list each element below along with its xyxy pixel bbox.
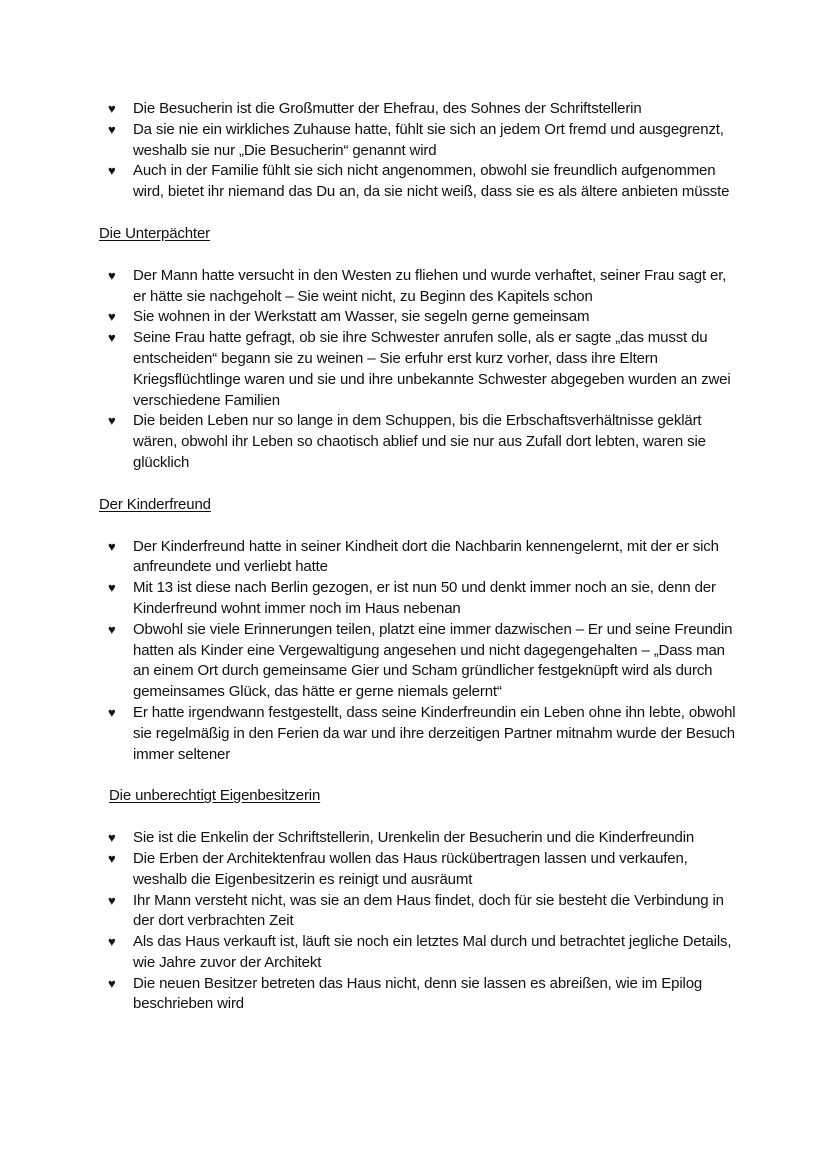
list-item (99, 828, 739, 849)
list-item (99, 328, 739, 411)
heart-bullet-icon: ♥ (108, 580, 116, 596)
list-item (99, 307, 739, 328)
heart-bullet-icon: ♥ (108, 101, 116, 116)
list-item-text: Auch in der Familie fühlt sie sich nicht angenommen, obwohl sie freundlich aufgenommen wird, bietet ihr niemand das Du an, da sie nicht weiß, dass sie es als ältere anbieten müsste (133, 162, 730, 201)
list-item-text: Die neuen Besitzer betreten das Haus nicht, denn sie lassen es abreißen, wie im Epilog beschrieben wird (133, 974, 703, 1013)
heart-bullet-icon: ♥ (108, 309, 116, 325)
heart-bullet-icon: ♥ (108, 538, 116, 554)
list-item-text: Die Erben der Architektenfrau wollen das Haus rückübertragen lassen und verkaufen, weshalb die Eigenbesitzerin es reinigt und ausräumt (133, 849, 688, 888)
heart-bullet-icon: ♥ (108, 934, 116, 950)
list-item (99, 891, 739, 933)
list-item (99, 974, 739, 1016)
list-item-text: Obwohl sie viele Erinnerungen teilen, platzt eine immer dazwischen – Er und seine Freundin hatten als Kinder eine Vergewaltigung angesehen und nicht dagegengehalten – „Dass man an einem Ort durch gemeinsame Gier und Scham gründlicher festgeknüpft wird als durch gemeinsames Glück, das hätte er gerne niemals gelernt“ (133, 620, 733, 701)
list-item (99, 932, 739, 974)
list-item-text: Sie wohnen in der Werkstatt am Wasser, sie segeln gerne gemeinsam (133, 308, 590, 326)
heart-bullet-icon: ♥ (108, 621, 116, 637)
document-content (99, 99, 739, 1015)
heart-bullet-icon: ♥ (108, 830, 116, 846)
list-item-text: Der Kinderfreund hatte in seiner Kindheit dort die Nachbarin kennengelernt, mit der er sich anfreundete und verliebt hatte (133, 537, 719, 576)
heart-bullet-icon: ♥ (108, 413, 116, 429)
heart-bullet-icon: ♥ (108, 121, 116, 137)
list-item-text: Ihr Mann versteht nicht, was sie an dem Haus findet, doch für sie besteht die Verbindung in der dort verbrachten Zeit (133, 891, 724, 930)
bullet-list-unterpaechter (99, 266, 739, 474)
list-item (99, 703, 739, 765)
list-item (99, 266, 739, 308)
heart-bullet-icon: ♥ (108, 975, 116, 991)
list-item (99, 578, 739, 620)
list-item (99, 620, 739, 703)
section-heading-unterpaechter: Die Unterpächter (99, 224, 210, 242)
list-item-text: Seine Frau hatte gefragt, ob sie ihre Schwester anrufen solle, als er sagte „das musst du entscheiden“ begann sie zu weinen – Sie erfuhr erst kurz vorher, dass ihre Eltern Kriegsflüchtlinge waren und sie und ihre unbekannte Schwester abgegeben wurden an zwei verschiedene Familien (133, 329, 731, 409)
list-item-text: Die beiden Leben nur so lange in dem Schuppen, bis die Erbschaftsverhältnisse geklärt wären, obwohl ihr Leben so chaotisch ablief und sie nur aus Zufall dort lebten, waren sie glücklich (133, 412, 706, 471)
list-item-text: Der Mann hatte versucht in den Westen zu fliehen und wurde verhaftet, seiner Frau sagt er, er hätte sie nachgeholt – Sie weint nicht, zu Beginn des Kapitels schon (133, 266, 727, 305)
list-item-text: Als das Haus verkauft ist, läuft sie noch ein letztes Mal durch und betrachtet jegliche Details, wie Jahre zuvor der Architekt (133, 933, 732, 971)
list-item (99, 849, 739, 891)
list-item (99, 537, 739, 579)
bullet-list-eigenbesitzerin (99, 828, 739, 1015)
heart-bullet-icon: ♥ (108, 267, 116, 283)
list-item-text: Mit 13 ist diese nach Berlin gezogen, er ist nun 50 und denkt immer noch an sie, denn der Kinderfreund wohnt immer noch im Haus nebenan (133, 579, 716, 617)
list-item (99, 161, 739, 203)
list-item-text: Da sie nie ein wirkliches Zuhause hatte, fühlt sie sich an jedem Ort fremd und ausgegrenzt, weshalb sie nur „Die Besucherin“ genannt wird (133, 120, 724, 159)
bullet-list-besucherin (99, 99, 739, 203)
list-item (99, 411, 739, 473)
heart-bullet-icon: ♥ (108, 163, 116, 179)
heart-bullet-icon: ♥ (108, 850, 116, 866)
list-item-text: Sie ist die Enkelin der Schriftstellerin, Urenkelin der Besucherin und die Kinderfreundin (133, 829, 695, 847)
list-item (99, 99, 739, 120)
section-heading-kinderfreund: Der Kinderfreund (99, 495, 211, 513)
heart-bullet-icon: ♥ (108, 892, 116, 908)
section-heading-eigenbesitzerin: Die unberechtigt Eigenbesitzerin (109, 787, 321, 805)
list-item-text: Er hatte irgendwann festgestellt, dass seine Kinderfreundin ein Leben ohne ihn lebte, obwohl sie regelmäßig in den Ferien da war und ihre derzeitigen Partner mitnahm wurde der Besuch immer seltener (133, 703, 736, 763)
list-item (99, 120, 739, 162)
bullet-list-kinderfreund (99, 537, 739, 766)
heart-bullet-icon: ♥ (108, 330, 116, 346)
list-item-text: Die Besucherin ist die Großmutter der Ehefrau, des Sohnes der Schriftstellerin (133, 100, 642, 117)
heart-bullet-icon: ♥ (108, 704, 116, 720)
